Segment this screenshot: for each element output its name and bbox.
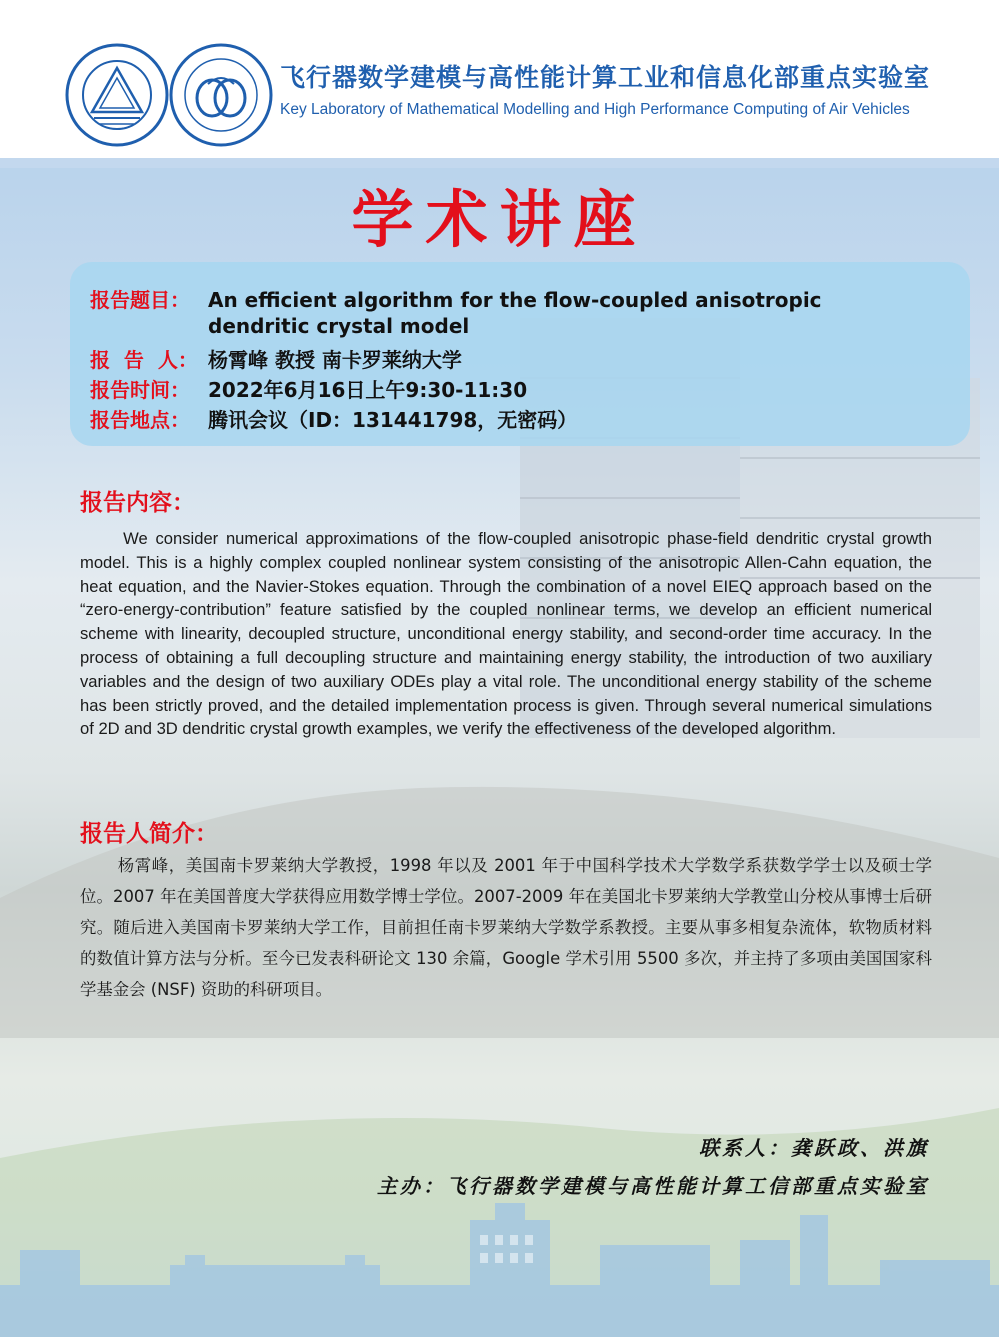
abstract-text: We consider numerical approximations of the flow-coupled anisotropic phase-field dendritic crystal growth model. This is a highly complex coupled nonlinear system consisting of the anisotropic Allen-Cahn equation, the heat equation, and the Navier-Stokes equation. Through the combination of a novel EIEQ approach based on the “zero-energy-contribution” feature satisfied by the coupled nonlinear terms, we develop an efficient numerical scheme with linearity, decoupled structure, unconditional energy stability, and second-order time accuracy. In the process of obtaining a full decoupling structure and maintaining energy stability, the introduction of two auxiliary variables and the design of two auxiliary ODEs play a vital role. The unconditional energy stability of the scheme has been strictly proved, and the detailed implementation process is given. Through several numerical simulations of 2D and 3D dendritic crystal growth examples, we verify the effectiveness of the developed algorithm. <box>80 529 932 739</box>
place-row <box>90 404 577 433</box>
lab-name-cn: 飞行器数学建模与高性能计算工业和信息化部重点实验室 <box>280 63 931 92</box>
topic-row <box>90 284 822 313</box>
organizer-line: 主办：飞行器数学建模与高性能计算工信部重点实验室 <box>377 1174 929 1198</box>
time-row <box>90 374 527 403</box>
topic-value-line1: An efficient algorithm for the flow-coupled anisotropic <box>208 288 822 312</box>
speaker-row <box>90 344 462 373</box>
bio-heading: 报告人简介： <box>80 821 218 847</box>
place-value: 腾讯会议（ID：131441798，无密码） <box>208 408 578 432</box>
page-title: 学术讲座 <box>351 183 648 256</box>
topic-value-line2: dendritic crystal model <box>208 314 470 338</box>
content-heading: 报告内容： <box>80 490 195 516</box>
speaker-value: 杨霄峰 教授 南卡罗莱纳大学 <box>208 348 462 372</box>
time-label: 报告时间： <box>90 378 190 402</box>
topic-row-2 <box>208 314 469 338</box>
speaker-label: 报 告 人： <box>90 348 198 372</box>
contact-line: 联系人：龚跃政、洪旗 <box>699 1136 929 1160</box>
campus-skyline-illustration <box>0 1195 999 1337</box>
lab-name-en: Key Laboratory of Mathematical Modelling and High Performance Computing of Air Vehicles <box>280 101 910 118</box>
university-seal-icon <box>64 42 170 148</box>
top-stripe <box>0 158 999 168</box>
header <box>0 0 999 158</box>
lab-seal-icon <box>168 42 274 148</box>
time-value: 2022年6月16日上午9:30-11:30 <box>208 378 528 402</box>
topic-label: 报告题目： <box>90 288 190 312</box>
bio-text: 杨霄峰，美国南卡罗莱纳大学教授，1998 年以及 2001 年于中国科学技术大学数学系获数学学士以及硕士学位。2007 年在美国普度大学获得应用数学博士学位。2007-2009 年在美国北卡罗莱纳大学教堂山分校从事博士后研究。随后进入美国南卡罗莱纳大学工作，目前担任南卡罗莱纳大学数学系教授。主要从事多相复杂流体，软物质材料的数值计算方法与分析。至今已发表科研论文 130 余篇，Google 学术引用 5500 多次，并主持了多项由美国国家科学基金会 (NSF) 资助的科研项目。 <box>80 856 932 999</box>
place-label: 报告地点： <box>90 408 190 432</box>
